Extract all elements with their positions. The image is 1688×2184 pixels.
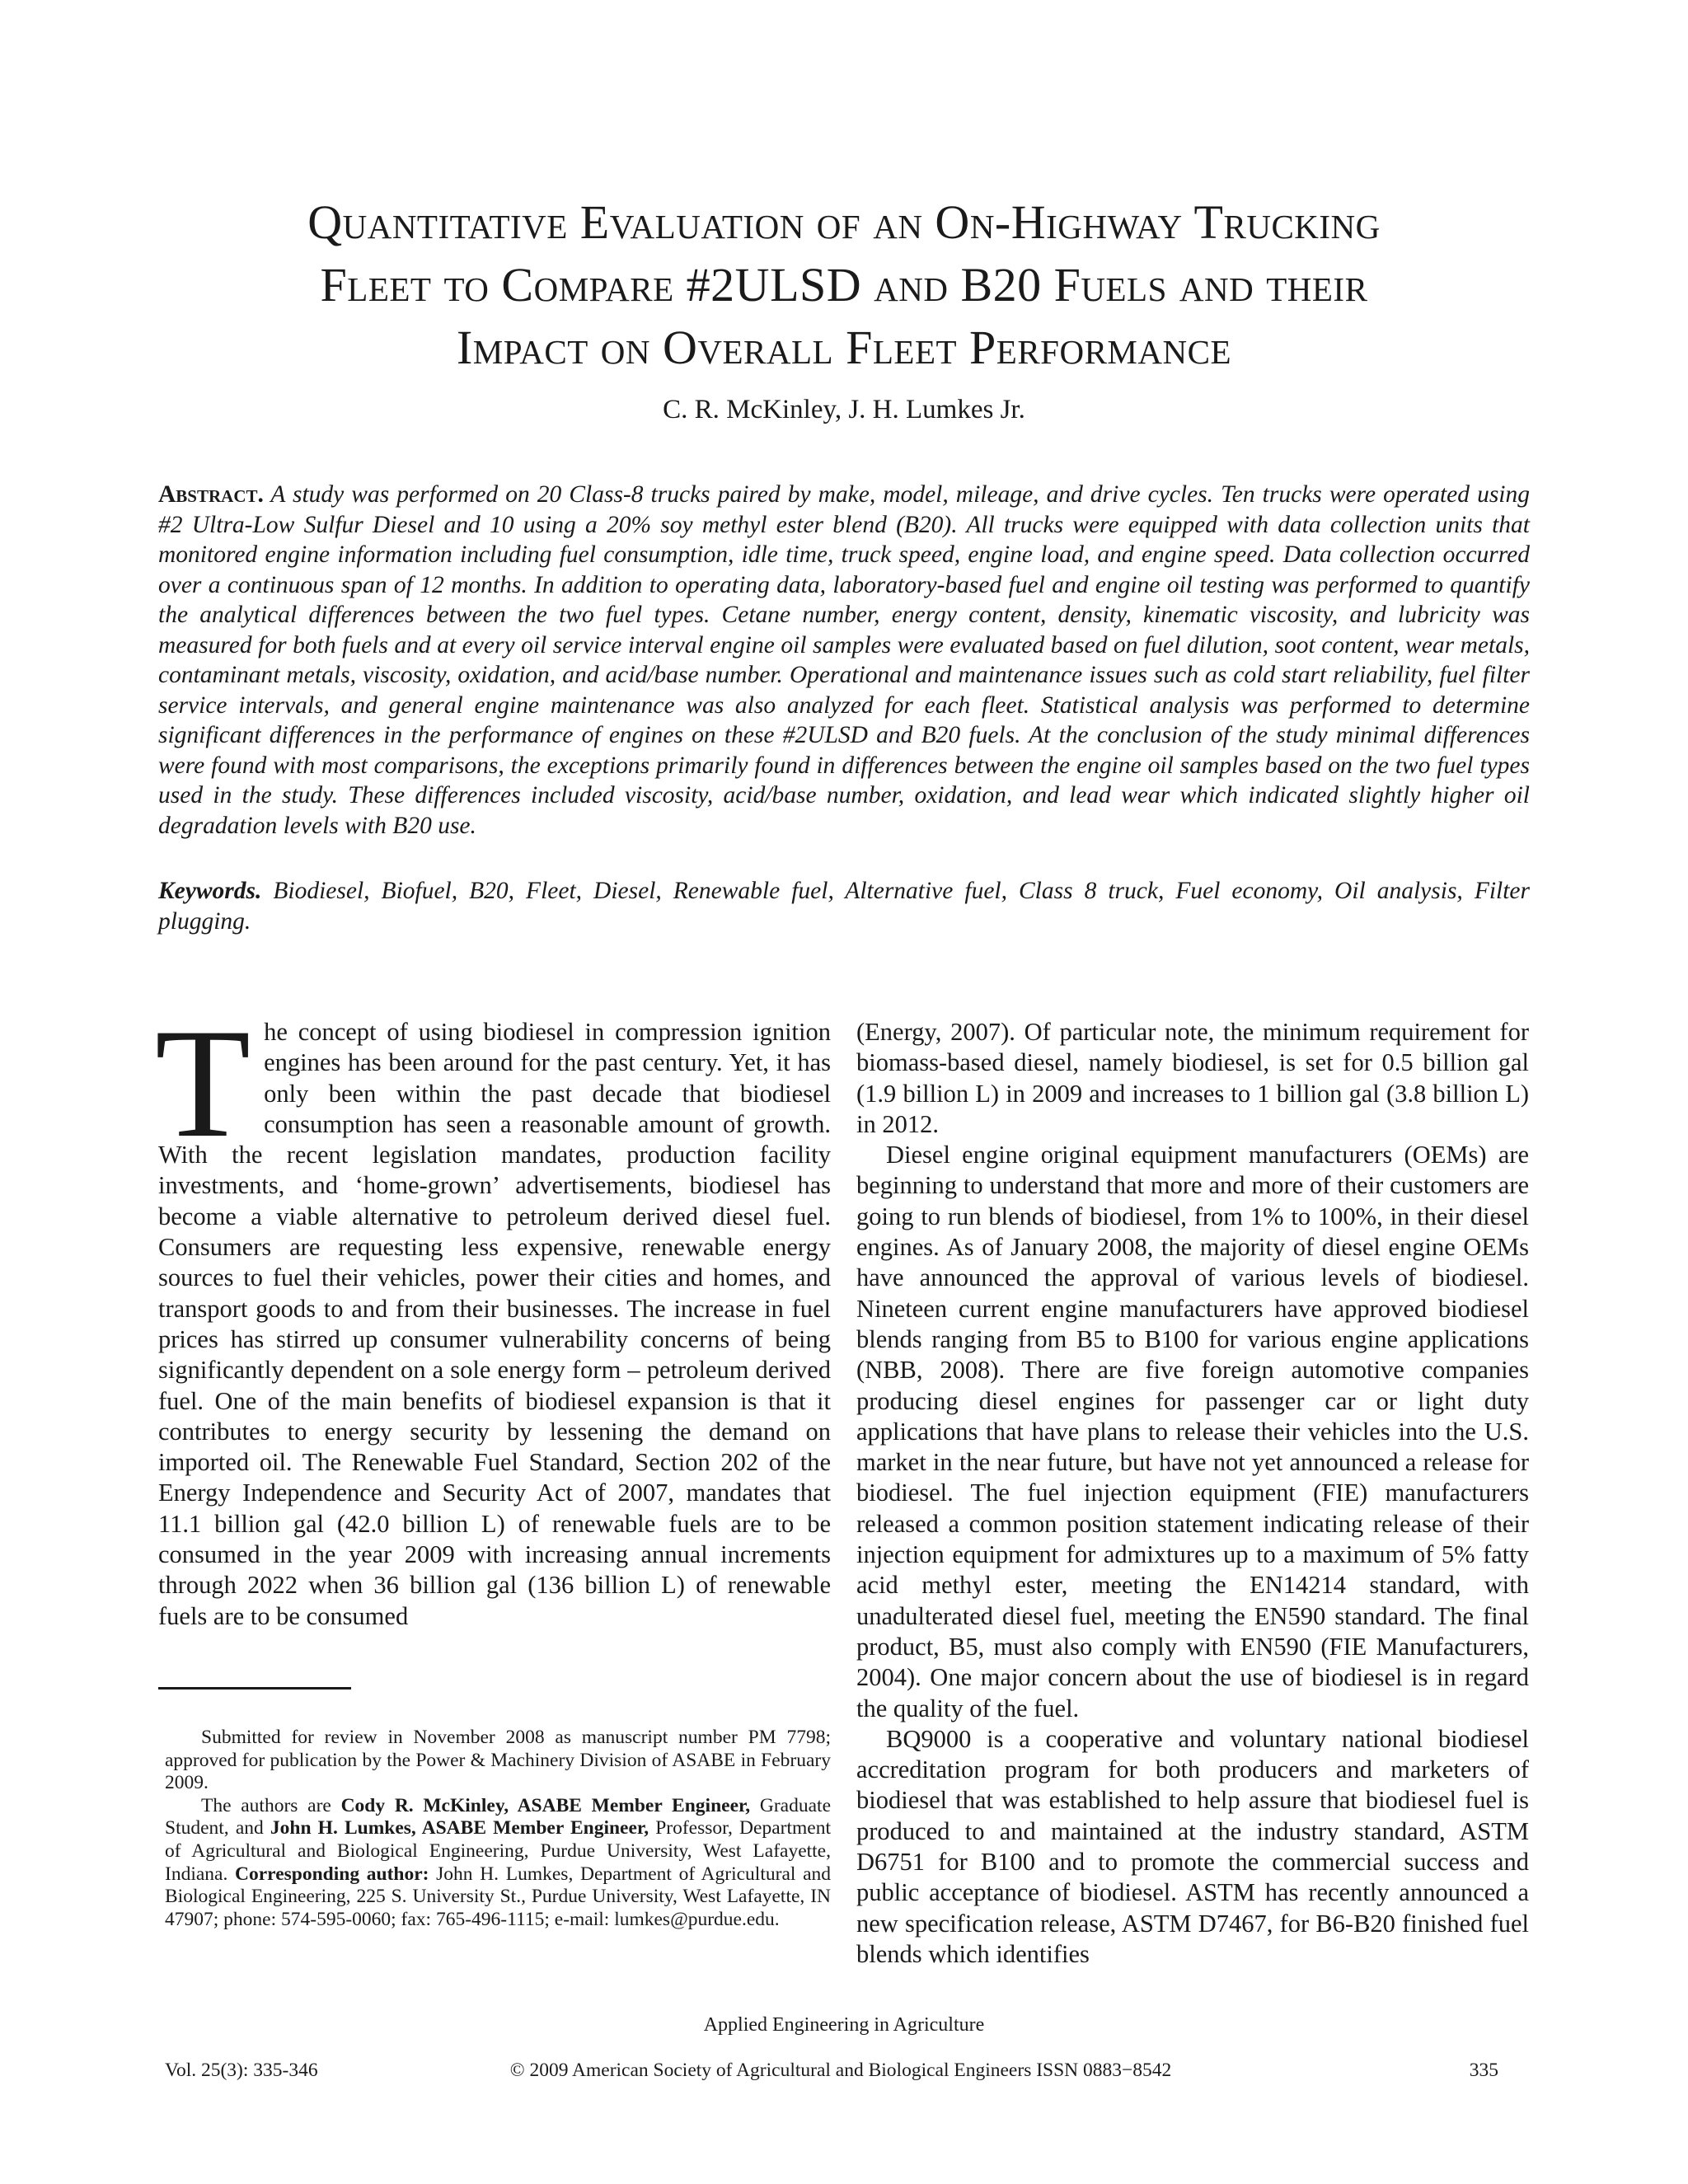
body-paragraph-continued: (Energy, 2007). Of particular note, the minimum requirement for biomass-based diesel, namely biodiesel, is set for 0.5 billion gal (1.9 billion L) in 2009 and increases to 1 billion gal (3.8 billion L) in 2012. xyxy=(856,1018,1529,1138)
page-number: 335 xyxy=(1469,2060,1498,2081)
title-line-1: Quantitative Evaluation of an On-Highway Trucking xyxy=(307,195,1381,249)
keywords-label: Keywords. xyxy=(158,878,262,904)
footnote xyxy=(165,1727,831,1931)
body-column-left xyxy=(155,997,831,1632)
abstract-text: A study was performed on 20 Class-8 trucks paired by make, model, mileage, and drive cycles. Ten trucks were operated using #2 Ultra-Low Sulfur Diesel and 10 using a 20% soy methyl ester blend (B20). All trucks were equipped with data collection units that monitored engine information including fuel consumption, idle time, truck speed, engine load, and engine speed. Data collection occurred over a continuous span of 12 months. In addition to operating data, laboratory-based fuel and engine oil testing was performed to quantify the analytical differences between the two fuel types. Cetane number, energy content, density, kinematic viscosity, and lubricity was measured for both fuels and at every oil service interval engine oil samples were evaluated based on fuel dilution, soot content, wear metals, contaminant metals, viscosity, oxidation, and acid/base number. Operational and maintenance issues such as cold start reliability, fuel filter service intervals, and general engine maintenance was also analyzed for each fleet. Statistical analysis was performed to determine significant differences in the performance of engines on these #2ULSD and B20 fuels. At the conclusion of the study minimal differences were found with most comparisons, the exceptions primarily found in differences between the engine oil samples based on the two fuel types used in the study. These differences included viscosity, acid/base number, oxidation, and lead wear which indicated slightly higher oil degradation levels with B20 use. xyxy=(158,481,1530,839)
footnote-text: Professor, Department of Agricultural and Biological Engineering, Purdue University, West Lafayette, Indiana. xyxy=(165,1817,831,1885)
body-paragraph-oems: Diesel engine original equipment manufacturers (OEMs) are beginning to understand that more and more of their customers are going to run blends of biodiesel, from 1% to 100%, in their diesel engines. As of January 2008, the majority of diesel engine OEMs have announced the approval of various levels of biodiesel. Nineteen current engine manufacturers have approved biodiesel blends ranging from B5 to B100 for various engine applications (NBB, 2008). There are five foreign automotive companies producing diesel engines for passenger car or light duty applications that have plans to release their vehicles into the U.S. market in the near future, but have not yet announced a release for biodiesel. The fuel injection equipment (FIE) manufacturers released a common position statement indicating release of their injection equipment for admixtures up to a maximum of 5% fatty acid methyl ester, meeting the EN14214 standard, with unadulterated diesel fuel, meeting the EN590 standard. The final product, B5, must also comply with EN590 (FIE Manufacturers, 2004). One major concern about the use of biodiesel is in regard the quality of the fuel. xyxy=(856,1141,1529,1722)
copyright-line: © 2009 American Society of Agricultural and Biological Engineers ISSN 0883−8542 xyxy=(509,2060,1172,2081)
abstract xyxy=(158,480,1530,841)
body-paragraph-bq9000: BQ9000 is a cooperative and voluntary national biodiesel accreditation program for both producers and marketers of biodiesel that was established to help assure that biodiesel fuel is produced to and maintained at the industry standard, ASTM D6751 for B100 and to promote the commercial success and public acceptance of biodiesel. ASTM has recently announced a new specification release, ASTM D7467, for B6-B20 finished fuel blends which identifies xyxy=(856,1724,1529,1968)
title-line-3: Impact on Overall Fleet Performance xyxy=(456,321,1231,374)
footnote-text: Graduate Student, and xyxy=(165,1794,832,1840)
keywords-text: Biodiesel, Biofuel, B20, Fleet, Diesel, Renewable fuel, Alternative fuel, Class 8 truck, Fuel economy, Oil analysis, Filter plugging. xyxy=(158,878,1531,935)
footnote-submission: Submitted for review in November 2008 as manuscript number PM 7798; approved for publication by the Power & Machinery Division of ASABE in February 2009. xyxy=(165,1727,831,1794)
footnote-text: John H. Lumkes, Department of Agricultural and Biological Engineering, 225 S. University St., Purdue University, West Lafayette, IN 47907; phone: 574-595-0060; fax: 765-496-1115; e-mail: lumkes@purdue.edu. xyxy=(165,1863,832,1930)
corresponding-author-label: Corresponding author: xyxy=(235,1863,429,1885)
body-column-right xyxy=(856,1017,1529,1970)
keywords xyxy=(158,876,1530,936)
drop-cap: T xyxy=(155,997,251,1170)
footnote-authors xyxy=(165,1795,831,1932)
intro-text: he concept of using biodiesel in compression ignition engines has been around for the past century. Yet, it has only been within the past decade that biodiesel consumption has seen a reasonable amount of growth. With the recent legislation mandates, production facility investments, and ‘home-grown’ advertisements, biodiesel has become a viable alternative to petroleum derived diesel fuel. Consumers are requesting less expensive, renewable energy sources to fuel their vehicles, power their cities and homes, and transport goods to and from their businesses. The increase in fuel prices has stirred up consumer vulnerability concerns of being significantly dependent on a sole energy form – petroleum derived fuel. One of the main benefits of biodiesel expansion is that it contributes to energy security by lessening the demand on imported oil. The Renewable Fuel Standard, Section 202 of the Energy Independence and Security Act of 2007, mandates that 11.1 billion gal (42.0 billion L) of renewable fuels are to be consumed in the year 2009 with increasing annual increments through 2022 when 36 billion gal (136 billion L) of renewable fuels are to be consumed xyxy=(158,1018,831,1630)
author-1-credit: Cody R. McKinley, ASABE Member Engineer, xyxy=(340,1794,751,1816)
footnote-text: The authors are xyxy=(201,1794,341,1816)
footnote-rule xyxy=(158,1687,351,1690)
intro-paragraph xyxy=(155,997,831,1632)
paper-title xyxy=(165,191,1523,379)
author-list: C. R. McKinley, J. H. Lumkes Jr. xyxy=(663,395,1025,424)
title-line-2: Fleet to Compare #2ULSD and B20 Fuels and their xyxy=(320,258,1368,312)
journal-name: Applied Engineering in Agriculture xyxy=(703,2014,985,2036)
author-2-credit: John H. Lumkes, ASABE Member Engineer, xyxy=(270,1817,649,1840)
volume-info: Vol. 25(3): 335-346 xyxy=(165,2060,318,2081)
abstract-label: Abstract. xyxy=(158,481,264,508)
